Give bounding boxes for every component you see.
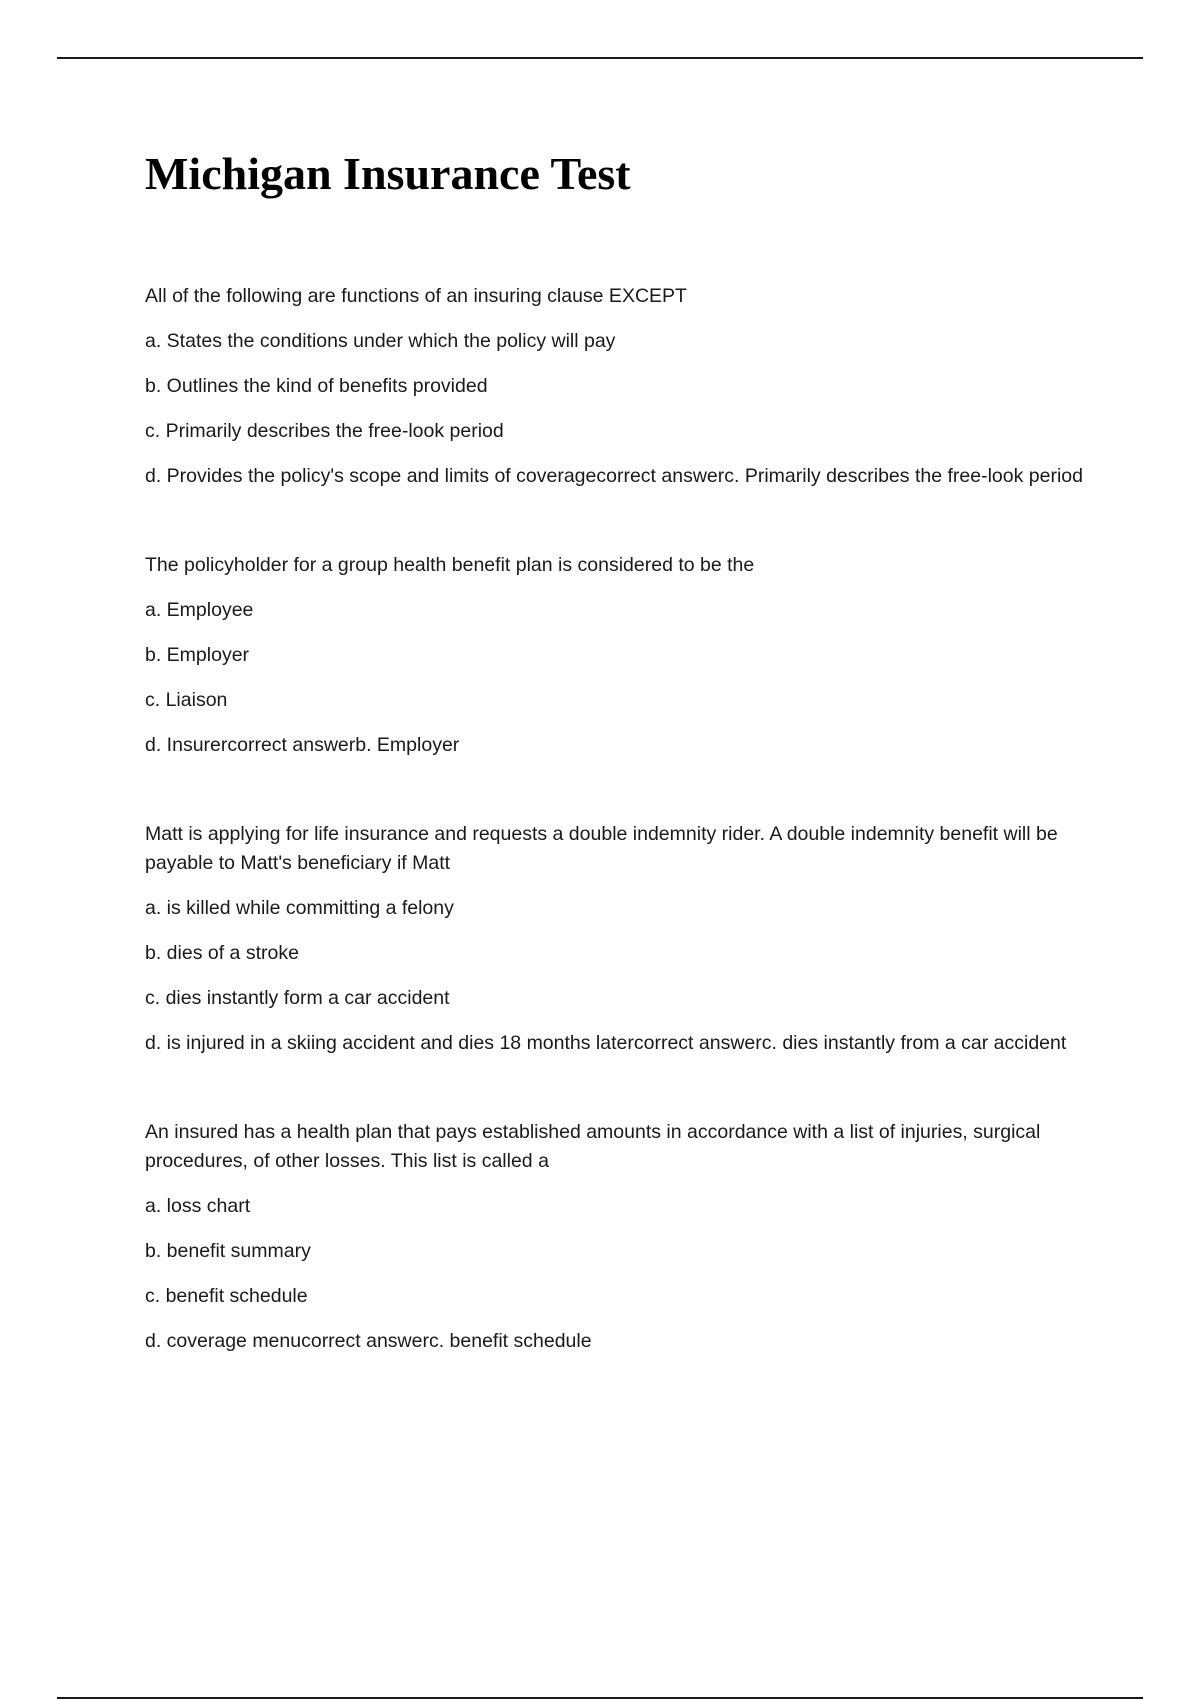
footer-rule <box>57 1697 1143 1699</box>
question-block-2 <box>145 551 1090 760</box>
answer-option-d: d. Insurercorrect answerb. Employer <box>145 734 460 756</box>
header-rule <box>57 57 1143 59</box>
answer-option-a: a. States the conditions under which the policy will pay <box>145 330 616 352</box>
answer-option-c: c. Primarily describes the free-look period <box>145 420 504 442</box>
answer-option-c: c. dies instantly form a car accident <box>145 987 450 1009</box>
answer-option-b: b. dies of a stroke <box>145 942 299 964</box>
question-prompt: An insured has a health plan that pays established amounts in accordance with a list of injuries, surgical procedures, of other losses. This list is called a <box>145 1121 1041 1172</box>
answer-option-b: b. Outlines the kind of benefits provided <box>145 375 488 397</box>
question-block-3 <box>145 820 1090 1058</box>
answer-option-b: b. Employer <box>145 644 250 666</box>
answer-option-a: a. Employee <box>145 599 254 621</box>
page-title: Michigan Insurance Test <box>145 148 631 199</box>
answer-option-c: c. Liaison <box>145 689 228 711</box>
answer-option-b: b. benefit summary <box>145 1240 311 1262</box>
answer-option-a: a. is killed while committing a felony <box>145 897 454 919</box>
question-prompt: Matt is applying for life insurance and requests a double indemnity rider. A double indemnity benefit will be payable to Matt's beneficiary if Matt <box>145 823 1058 874</box>
answer-option-d: d. Provides the policy's scope and limits of coveragecorrect answerc. Primarily describes the free-look period <box>145 465 1083 487</box>
answer-option-d: d. is injured in a skiing accident and dies 18 months latercorrect answerc. dies instantly from a car accident <box>145 1032 1067 1054</box>
question-block-1 <box>145 282 1090 491</box>
document-body <box>145 142 1090 1416</box>
answer-option-a: a. loss chart <box>145 1195 251 1217</box>
question-prompt: All of the following are functions of an insuring clause EXCEPT <box>145 285 687 307</box>
answer-option-d: d. coverage menucorrect answerc. benefit schedule <box>145 1330 592 1352</box>
question-prompt: The policyholder for a group health benefit plan is considered to be the <box>145 554 755 576</box>
answer-option-c: c. benefit schedule <box>145 1285 308 1307</box>
question-block-4 <box>145 1118 1090 1356</box>
